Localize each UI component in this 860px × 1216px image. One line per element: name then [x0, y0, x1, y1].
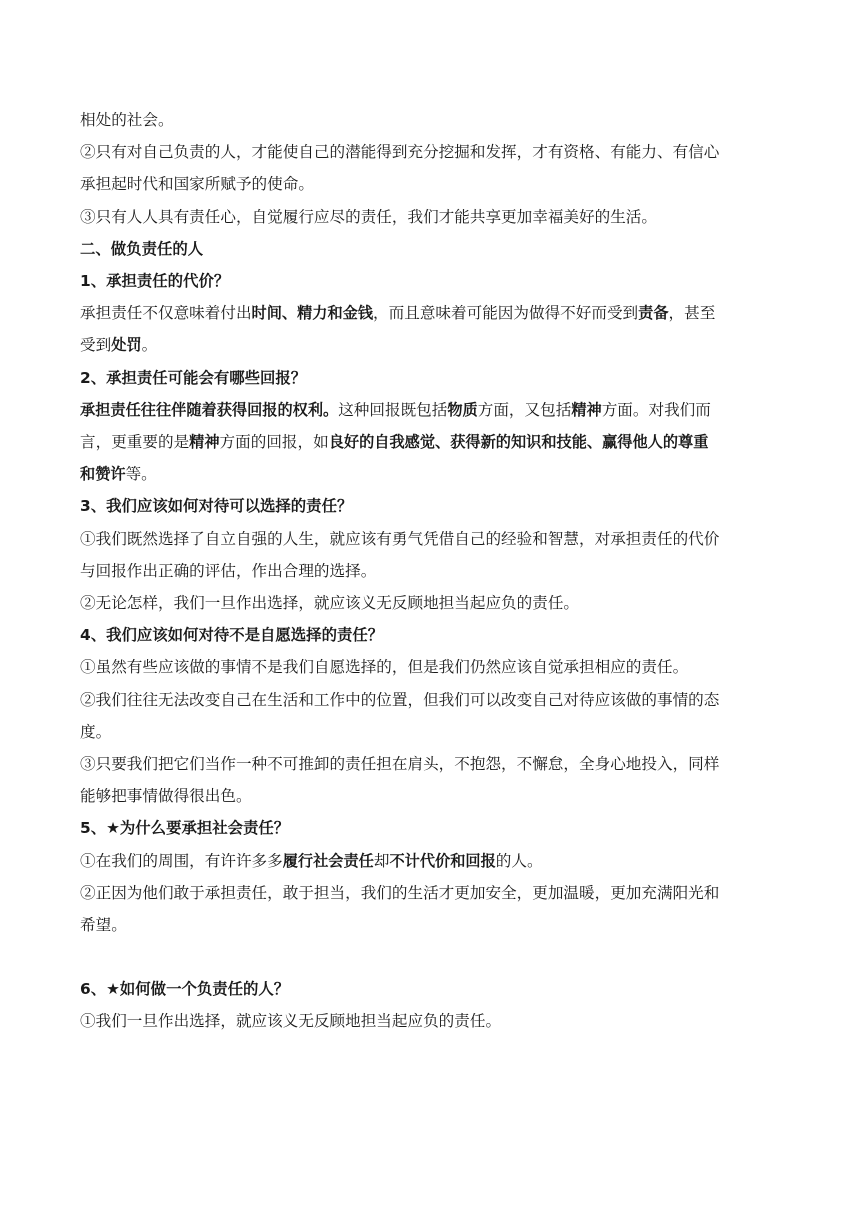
bold-term: 处罚	[111, 336, 142, 355]
text-line: 承担起时代和国家所赋予的使命。	[80, 175, 314, 194]
bold-term: 和赞许	[80, 465, 126, 484]
bold-term: 精神	[571, 400, 602, 419]
bold-term: 时间、精力和金钱	[251, 304, 374, 323]
answer-1-line-1: 承担责任不仅意味着付出时间、精力和金钱，而且意味着可能因为做得不好而受到责备，甚至	[80, 304, 716, 323]
question-heading-2: 2、承担责任可能会有哪些回报？	[80, 368, 307, 387]
text-line: ③只有人人具有责任心，自觉履行应尽的责任，我们才能共享更加幸福美好的生活。	[80, 207, 657, 226]
text-line: ①我们一旦作出选择，就应该义无反顾地担当起应负的责任。	[80, 1012, 502, 1031]
blank-line	[80, 941, 785, 973]
section-heading: 二、做负责任的人	[80, 239, 204, 258]
question-heading-4: 4、我们应该如何对待不是自愿选择的责任？	[80, 626, 384, 645]
answer-1-line-2: 受到处罚。	[80, 336, 158, 355]
text-line: ②我们往往无法改变自己在生活和工作中的位置，但我们可以改变自己对待应该做的事情的态	[80, 690, 720, 709]
text-line: 相处的社会。	[80, 111, 174, 129]
text-line: ②无论怎样，我们一旦作出选择，就应该义无反顾地担当起应负的责任。	[80, 594, 580, 613]
bold-term: 履行社会责任	[282, 851, 374, 870]
answer-2-line-2: 言，更重要的是精神方面的回报，如良好的自我感觉、获得新的知识和技能、赢得他人的尊重	[80, 433, 709, 452]
bold-term: 承担责任往往伴随着获得回报的权利。	[80, 400, 339, 419]
answer-2-line-3: 和赞许等。	[80, 465, 157, 484]
bold-term: 责备	[638, 304, 669, 323]
answer-2-line-1: 承担责任往往伴随着获得回报的权利。这种回报既包括物质方面，又包括精神方面。对我们而	[80, 400, 711, 419]
question-heading-6: 6、★如何做一个负责任的人？	[80, 980, 290, 999]
answer-5-line-1: ①在我们的周围，有许许多多履行社会责任却不计代价和回报的人。	[80, 851, 543, 870]
question-heading-1: 1、承担责任的代价？	[80, 272, 230, 291]
text-line: ②只有对自己负责的人，才能使自己的潜能得到充分挖掘和发挥，才有资格、有能力、有信心	[80, 143, 720, 162]
bold-term: 良好的自我感觉、获得新的知识和技能、赢得他人的尊重	[328, 433, 709, 452]
text-line: ③只要我们把它们当作一种不可推卸的责任担在肩头，不抱怨，不懈怠，全身心地投入，同样	[80, 755, 720, 774]
text-line: 与回报作出正确的评估，作出合理的选择。	[80, 561, 377, 580]
text-line: 能够把事情做得很出色。	[80, 787, 252, 806]
document-page	[80, 104, 785, 1038]
text-line: 希望。	[80, 916, 127, 935]
text-line: ①虽然有些应该做的事情不是我们自愿选择的，但是我们仍然应该自觉承担相应的责任。	[80, 658, 689, 677]
question-heading-5: 5、★为什么要承担社会责任？	[80, 819, 290, 838]
bold-term: 不计代价和回报	[389, 851, 496, 870]
text-line: ②正因为他们敢于承担责任，敢于担当，我们的生活才更加安全，更加温暖，更加充满阳光和	[80, 883, 720, 902]
bold-term: 精神	[189, 433, 220, 452]
text-line: ①我们既然选择了自立自强的人生，就应该有勇气凭借自己的经验和智慧，对承担责任的代价	[80, 529, 720, 548]
question-heading-3: 3、我们应该如何对待可以选择的责任？	[80, 497, 353, 516]
text-line: 度。	[80, 722, 112, 741]
bold-term: 物质	[447, 400, 478, 419]
